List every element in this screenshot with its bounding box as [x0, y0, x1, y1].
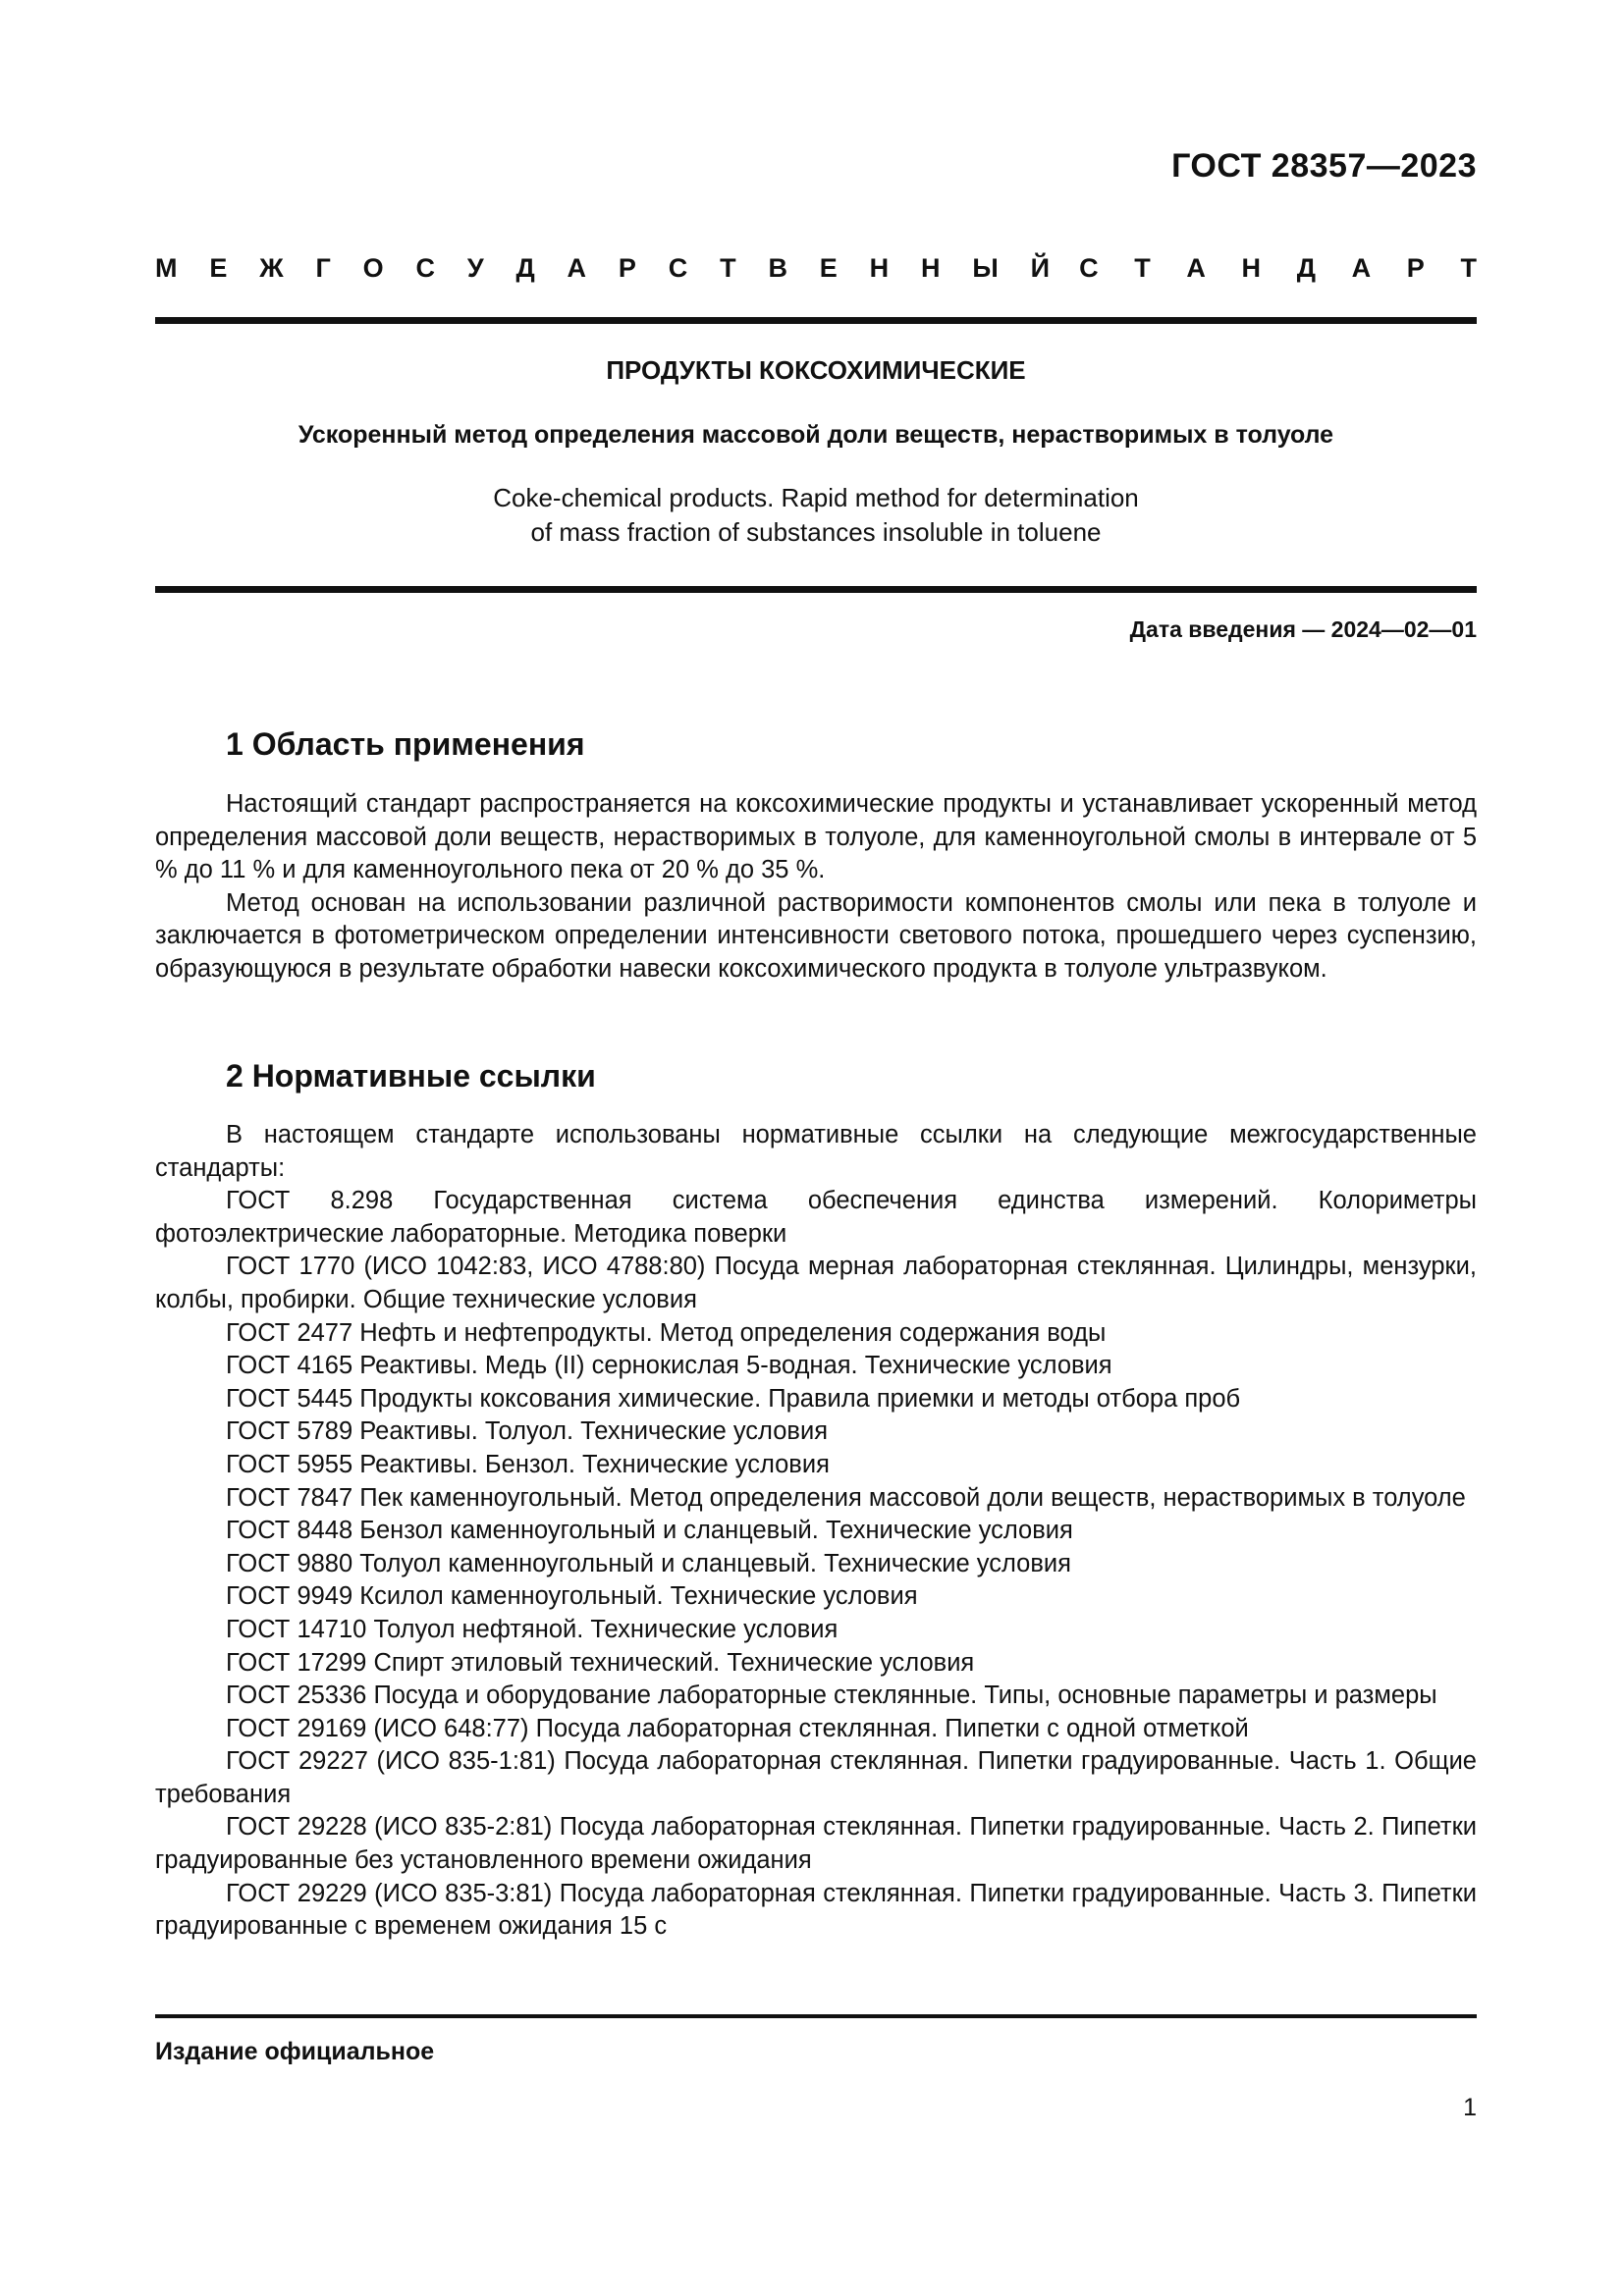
reference-title: Реактивы. Толуол. Технические условия [359, 1417, 829, 1446]
section-2-heading: 2 Нормативные ссылки [226, 1058, 596, 1094]
label-letter: Н [1241, 253, 1262, 283]
normative-reference [155, 1383, 1477, 1416]
edition-label: Издание официальное [155, 2038, 435, 2065]
normative-reference [155, 1713, 1477, 1746]
label-letter: Д [515, 253, 535, 283]
normative-reference [155, 1482, 1477, 1516]
label-letter: Р [618, 253, 636, 283]
normative-reference [155, 1350, 1477, 1383]
label-letter: А [1186, 253, 1206, 283]
reference-title: Реактивы. Бензол. Технические условия [359, 1450, 830, 1478]
label-letter: У [466, 253, 484, 283]
label-letter: А [1351, 253, 1372, 283]
label-letter: Е [209, 253, 228, 283]
normative-reference [155, 1811, 1477, 1877]
reference-code: ГОСТ 8448 [226, 1517, 353, 1545]
title-rule [155, 586, 1477, 593]
section-1-paragraph: Метод основан на использовании различной растворимости компонентов смолы или пека в толуоле и заключается в фотометрическом определении интенсивности светового потока, прошедшего через суспензию, образующуюся в результате обработки навески коксохимического продукта в толуоле ультразвуком. [155, 888, 1477, 983]
label-letter: Т [1460, 253, 1477, 283]
english-title-line1: Coke-chemical products. Rapid method for determination [493, 483, 1139, 512]
normative-reference [155, 1415, 1477, 1449]
label-letter: С [668, 253, 688, 283]
normative-reference [155, 1449, 1477, 1482]
reference-code: ГОСТ 14710 [226, 1615, 367, 1643]
label-letter: А [567, 253, 587, 283]
reference-code: ГОСТ 8.298 [226, 1187, 394, 1215]
standard-type-label [155, 253, 1477, 284]
footer-rule [155, 2014, 1477, 2018]
label-letter: Д [1296, 253, 1316, 283]
label-letter: Н [920, 253, 941, 283]
reference-title: Нефть и нефтепродукты. Метод определения содержания воды [359, 1318, 1107, 1347]
section-2-body [155, 1119, 1477, 1944]
reference-title: Спирт этиловый технический. Технические условия [373, 1648, 975, 1677]
label-letter: С [415, 253, 435, 283]
document-subtitle: Ускоренный метод определения массовой доли веществ, нерастворимых в толуоле [298, 421, 1334, 449]
standard-type-word1 [155, 253, 1050, 284]
label-letter: Й [1030, 253, 1051, 283]
label-letter: В [768, 253, 787, 283]
word-gap [1050, 253, 1079, 284]
label-letter: Ж [259, 253, 284, 283]
normative-reference [155, 1647, 1477, 1681]
normative-reference [155, 1680, 1477, 1713]
reference-title: Посуда лабораторная стеклянная. Пипетки градуированные. Часть 1. Общие требования [155, 1747, 1477, 1808]
introduction-date: Дата введения — 2024—02—01 [1129, 616, 1477, 642]
normative-reference [155, 1515, 1477, 1548]
section-1-paragraph: Настоящий стандарт распространяется на коксохимические продукты и устанавливает ускоренный метод определения массовой доли веществ, нерастворимых в толуоле, для каменноугольной смолы в интервале от 5 % до 11 % и для каменноугольного пека от 20 % до 35 %. [155, 790, 1477, 884]
label-letter: М [155, 253, 178, 283]
page-number: 1 [1463, 2094, 1477, 2121]
english-title-line2: of mass fraction of substances insoluble in toluene [530, 517, 1102, 547]
normative-reference [155, 1317, 1477, 1351]
reference-code: ГОСТ 7847 [226, 1483, 353, 1512]
label-letter: Н [869, 253, 890, 283]
reference-title: Ксилол каменноугольный. Технические условия [359, 1582, 918, 1611]
document-number: ГОСТ 28357—2023 [1171, 147, 1477, 185]
reference-code: ГОСТ 29229 (ИСО 835-3:81) [226, 1879, 553, 1907]
section-1-heading: 1 Область применения [226, 726, 585, 762]
reference-title: Посуда лабораторная стеклянная. Пипетки градуированные. Часть 2. Пипетки градуированные без установленного времени ожидания [155, 1813, 1477, 1875]
reference-code: ГОСТ 25336 [226, 1682, 367, 1710]
reference-title: Посуда и оборудование лабораторные стеклянные. Типы, основные параметры и размеры [373, 1682, 1437, 1710]
normative-reference [155, 1614, 1477, 1647]
label-letter: Р [1406, 253, 1425, 283]
reference-title: Реактивы. Медь (II) сернокислая 5-водная. Технические условия [359, 1352, 1112, 1380]
normative-reference [155, 1251, 1477, 1316]
reference-title: Толуол каменноугольный и сланцевый. Технические условия [359, 1549, 1071, 1577]
normative-reference [155, 1185, 1477, 1251]
reference-code: ГОСТ 29227 (ИСО 835-1:81) [226, 1747, 556, 1776]
label-letter: Г [315, 253, 331, 283]
reference-title: Продукты коксования химические. Правила приемки и методы отбора проб [359, 1384, 1241, 1413]
reference-code: ГОСТ 9880 [226, 1549, 353, 1577]
reference-title: Посуда мерная лабораторная стеклянная. Цилиндры, мензурки, колбы, пробирки. Общие технические условия [155, 1253, 1477, 1313]
reference-code: ГОСТ 29169 (ИСО 648:77) [226, 1714, 529, 1742]
reference-code: ГОСТ 17299 [226, 1648, 367, 1677]
normative-reference [155, 1548, 1477, 1581]
normative-reference [155, 1745, 1477, 1811]
reference-code: ГОСТ 5955 [226, 1450, 353, 1478]
label-letter: О [362, 253, 384, 283]
reference-title: Бензол каменноугольный и сланцевый. Технические условия [359, 1517, 1073, 1545]
label-letter: Е [819, 253, 838, 283]
reference-title: Посуда лабораторная стеклянная. Пипетки градуированные. Часть 3. Пипетки градуированные с временем ожидания 15 с [155, 1879, 1477, 1941]
document-page [155, 0, 1477, 2296]
reference-title: Пек каменноугольный. Метод определения массовой доли веществ, нерастворимых в толуоле [359, 1483, 1466, 1512]
reference-code: ГОСТ 1770 (ИСО 1042:83, ИСО 4788:80) [226, 1253, 706, 1281]
label-letter: Т [1134, 253, 1151, 283]
label-letter: Ы [972, 253, 999, 283]
reference-code: ГОСТ 5789 [226, 1417, 353, 1446]
normative-reference [155, 1878, 1477, 1944]
reference-code: ГОСТ 2477 [226, 1318, 353, 1347]
english-title [155, 481, 1477, 550]
section-2-intro: В настоящем стандарте использованы нормативные ссылки на следующие межгосударственные стандарты: [155, 1121, 1477, 1182]
standard-type-word2 [1079, 253, 1477, 284]
reference-title: Государственная система обеспечения единства измерений. Колориметры фотоэлектрические лабораторные. Методика поверки [155, 1187, 1477, 1248]
label-letter: Т [720, 253, 736, 283]
reference-code: ГОСТ 9949 [226, 1582, 353, 1611]
reference-code: ГОСТ 5445 [226, 1384, 353, 1413]
section-1-body [155, 788, 1477, 987]
reference-code: ГОСТ 29228 (ИСО 835-2:81) [226, 1813, 553, 1842]
header-rule [155, 317, 1477, 324]
document-title: ПРОДУКТЫ КОКСОХИМИЧЕСКИЕ [606, 355, 1026, 385]
reference-title: Посуда лабораторная стеклянная. Пипетки с одной отметкой [535, 1714, 1249, 1742]
reference-title: Толуол нефтяной. Технические условия [373, 1615, 839, 1643]
label-letter: С [1079, 253, 1099, 283]
reference-code: ГОСТ 4165 [226, 1352, 353, 1380]
normative-reference [155, 1580, 1477, 1614]
